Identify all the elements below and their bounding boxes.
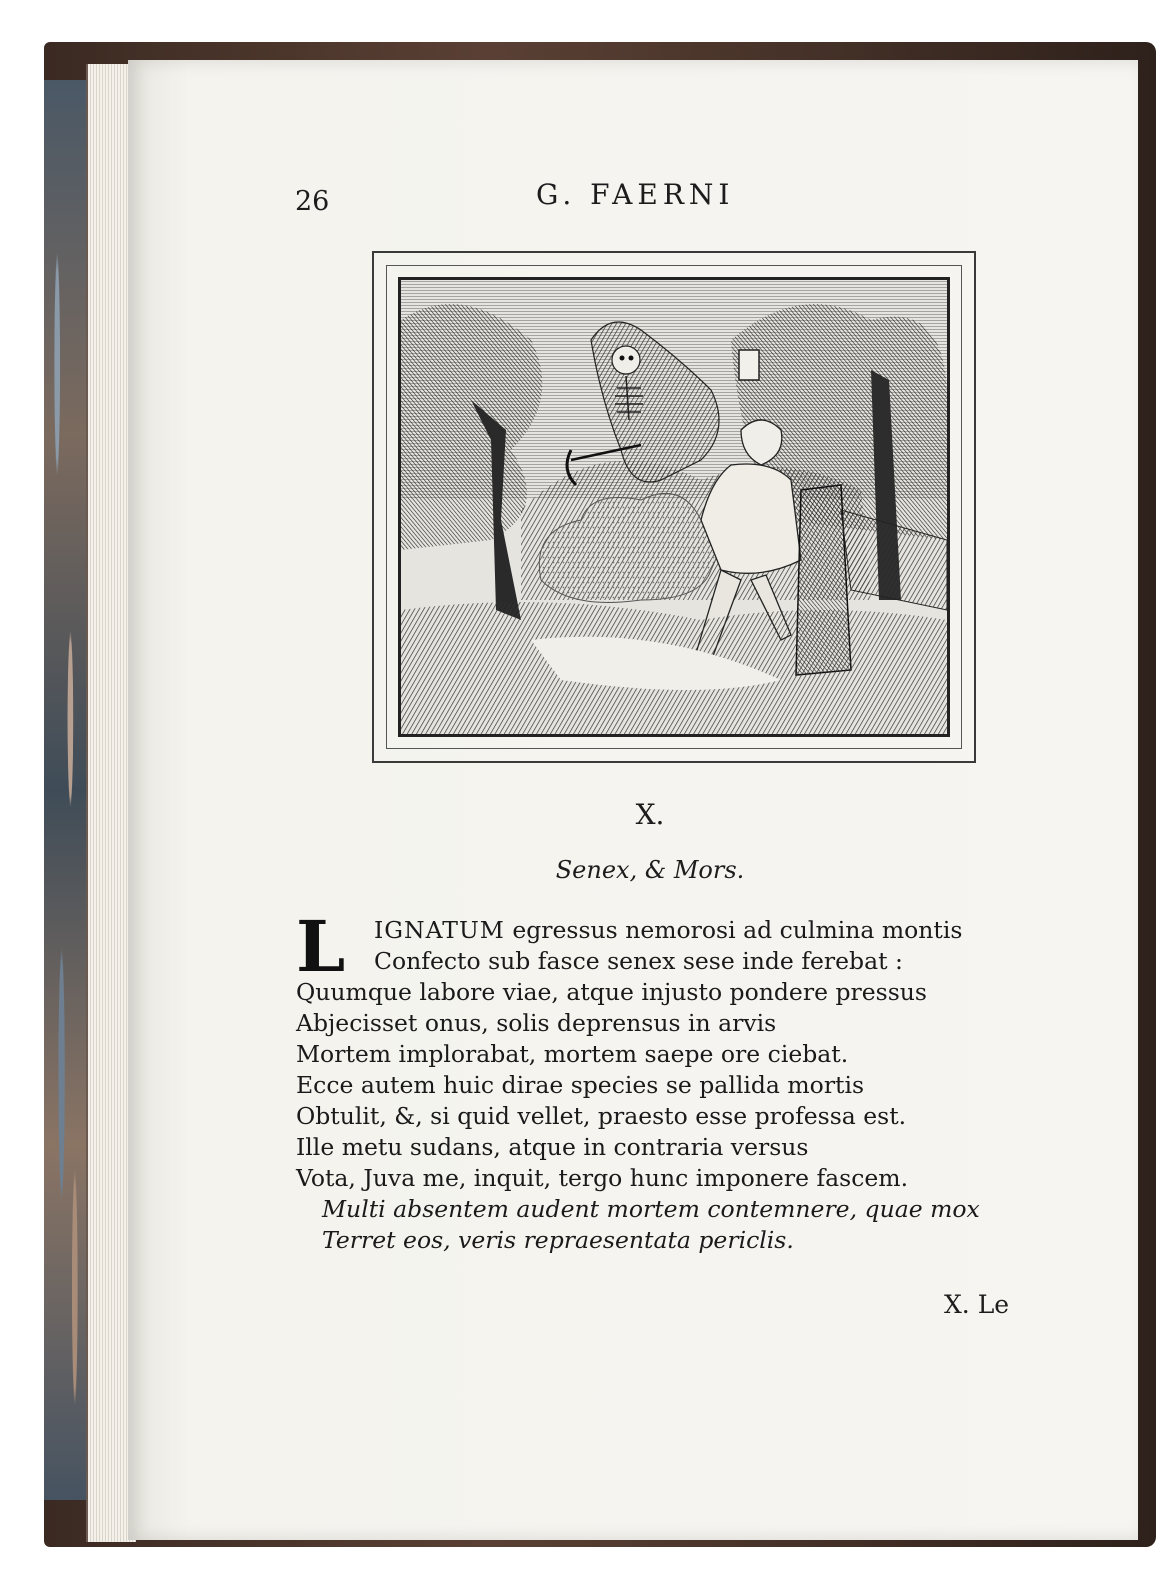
moral-line: Multi absentem audent mortem contemnere, quae mox xyxy=(322,1195,980,1223)
marbled-endpaper xyxy=(44,80,88,1500)
poem-line: Obtulit, &, si quid vellet, praesto esse professa est. xyxy=(296,1102,907,1130)
skull-eye-left xyxy=(620,356,625,361)
catchword: X. Le xyxy=(944,1290,1010,1319)
moral-line: Terret eos, veris repraesentata periclis. xyxy=(322,1226,794,1254)
first-word: IGNATUM xyxy=(374,916,505,944)
first-line-rest: egressus nemorosi ad culmina montis xyxy=(504,916,963,944)
skull xyxy=(612,346,640,374)
running-head: G. FAERNI xyxy=(536,178,735,211)
poem-line: Mortem implorabat, mortem saepe ore ciebat. xyxy=(296,1040,849,1068)
fable-title: Senex, & Mors. xyxy=(555,856,745,884)
poem-line: Confecto sub fasce senex sese inde ferebat : xyxy=(374,947,903,975)
fable-number: X. xyxy=(635,798,665,831)
hourglass-emblem xyxy=(739,350,759,380)
poem-line: Abjecisset onus, solis deprensus in arvis xyxy=(296,1009,777,1037)
drop-cap: L xyxy=(296,905,346,988)
poem-line: Vota, Juva me, inquit, tergo hunc imponere fascem. xyxy=(296,1164,909,1192)
engraving-frame xyxy=(398,277,950,737)
poem-line: Ille metu sudans, atque in contraria versus xyxy=(296,1133,809,1161)
poem-line: Ecce autem huic dirae species se pallida mortis xyxy=(296,1071,865,1099)
poem-line: Quumque labore viae, atque injusto pondere pressus xyxy=(296,978,927,1006)
page-number: 26 xyxy=(295,186,330,217)
poem-text xyxy=(296,905,996,1256)
left-tree-canopy xyxy=(401,304,542,550)
poem-line xyxy=(296,915,996,946)
skull-eye-right xyxy=(629,356,634,361)
engraving-illustration xyxy=(401,280,947,734)
